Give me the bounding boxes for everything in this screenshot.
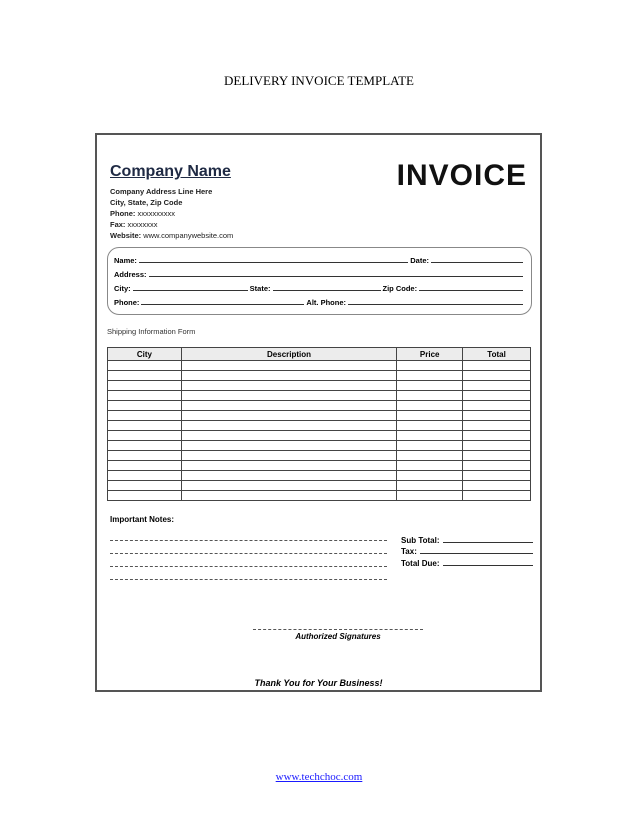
company-details — [110, 186, 233, 241]
city-field[interactable] — [133, 289, 248, 291]
cell-city[interactable] — [108, 411, 182, 421]
cell-description[interactable] — [181, 411, 396, 421]
city-label: City: — [114, 284, 131, 293]
tax-row — [401, 545, 533, 557]
cell-total[interactable] — [463, 411, 531, 421]
totals-block — [401, 533, 533, 568]
cell-city[interactable] — [108, 461, 182, 471]
cell-city[interactable] — [108, 371, 182, 381]
total-due-row — [401, 556, 533, 568]
fax-label: Fax: — [110, 220, 126, 229]
phone-field-label: Phone: — [114, 298, 140, 307]
customer-info-box — [107, 247, 532, 315]
cell-city[interactable] — [108, 391, 182, 401]
cell-price[interactable] — [397, 391, 463, 401]
cell-price[interactable] — [397, 471, 463, 481]
cell-total[interactable] — [463, 371, 531, 381]
cell-description[interactable] — [181, 481, 396, 491]
thank-you-message: Thank You for Your Business! — [254, 678, 383, 688]
table-row — [108, 441, 531, 451]
footer-website-link[interactable]: www.techchoc.com — [275, 771, 363, 783]
table-row — [108, 481, 531, 491]
cell-city[interactable] — [108, 361, 182, 371]
fax-value: xxxxxxxx — [127, 220, 158, 229]
total-due-field[interactable] — [443, 564, 533, 566]
cell-city[interactable] — [108, 381, 182, 391]
website-value: www.companywebsite.com — [143, 231, 234, 240]
cell-price[interactable] — [397, 461, 463, 471]
cell-description[interactable] — [181, 491, 396, 501]
alt-phone-label: Alt. Phone: — [306, 298, 347, 307]
notes-line[interactable] — [110, 553, 387, 554]
table-row — [108, 421, 531, 431]
column-header-price: Price — [397, 348, 463, 361]
table-row — [108, 451, 531, 461]
page-title: DELIVERY INVOICE TEMPLATE — [224, 73, 414, 88]
company-fax — [110, 219, 233, 230]
company-website — [110, 230, 233, 241]
cell-description[interactable] — [181, 391, 396, 401]
table-row — [108, 431, 531, 441]
shipping-info-label: Shipping Information Form — [107, 327, 196, 336]
invoice-form — [95, 133, 542, 692]
date-label: Date: — [410, 256, 429, 265]
table-row — [108, 491, 531, 501]
address-label: Address: — [114, 270, 147, 279]
cell-total[interactable] — [463, 381, 531, 391]
state-label: State: — [249, 284, 271, 293]
phone-field[interactable] — [141, 303, 304, 305]
alt-phone-field[interactable] — [348, 303, 523, 305]
name-label: Name: — [114, 256, 137, 265]
table-row — [108, 471, 531, 481]
state-field[interactable] — [273, 289, 381, 291]
name-field[interactable] — [139, 261, 408, 263]
items-table — [107, 347, 531, 501]
customer-row-address — [114, 268, 525, 279]
cell-price[interactable] — [397, 411, 463, 421]
phone-label: Phone: — [110, 209, 136, 218]
cell-price[interactable] — [397, 371, 463, 381]
zip-code-field[interactable] — [419, 289, 523, 291]
cell-total[interactable] — [463, 461, 531, 471]
cell-city[interactable] — [108, 441, 182, 451]
cell-price[interactable] — [397, 451, 463, 461]
cell-price[interactable] — [397, 401, 463, 411]
important-notes-title: Important Notes: — [110, 515, 174, 524]
sub-total-field[interactable] — [443, 541, 533, 543]
cell-total[interactable] — [463, 451, 531, 461]
column-header-city: City — [108, 348, 182, 361]
cell-total[interactable] — [463, 431, 531, 441]
table-row — [108, 361, 531, 371]
cell-city[interactable] — [108, 471, 182, 481]
cell-description[interactable] — [181, 451, 396, 461]
table-row — [108, 461, 531, 471]
sub-total-label: Sub Total: — [401, 535, 440, 545]
company-city-state-zip: City, State, Zip Code — [110, 198, 183, 207]
column-header-total: Total — [463, 348, 531, 361]
cell-description[interactable] — [181, 441, 396, 451]
cell-description[interactable] — [181, 401, 396, 411]
zip-code-label: Zip Code: — [382, 284, 418, 293]
company-phone — [110, 208, 233, 219]
signature-line[interactable] — [253, 629, 423, 630]
customer-row-city — [114, 282, 525, 293]
cell-total[interactable] — [463, 391, 531, 401]
cell-description[interactable] — [181, 431, 396, 441]
cell-total[interactable] — [463, 481, 531, 491]
cell-total[interactable] — [463, 421, 531, 431]
notes-line[interactable] — [110, 579, 387, 580]
cell-total[interactable] — [463, 491, 531, 501]
address-field[interactable] — [149, 275, 523, 277]
cell-price[interactable] — [397, 431, 463, 441]
table-row — [108, 381, 531, 391]
table-row — [108, 411, 531, 421]
tax-field[interactable] — [420, 552, 533, 554]
sub-total-row — [401, 533, 533, 545]
company-address-line: Company Address Line Here — [110, 187, 213, 196]
cell-city[interactable] — [108, 481, 182, 491]
cell-city[interactable] — [108, 421, 182, 431]
notes-line[interactable] — [110, 566, 387, 567]
cell-city[interactable] — [108, 401, 182, 411]
tax-label: Tax: — [401, 547, 417, 556]
column-header-description: Description — [181, 348, 396, 361]
cell-total[interactable] — [463, 401, 531, 411]
company-name: Company Name — [110, 163, 231, 180]
cell-price[interactable] — [397, 441, 463, 451]
cell-price[interactable] — [397, 381, 463, 391]
cell-description[interactable] — [181, 421, 396, 431]
items-header-row — [108, 348, 531, 361]
cell-description[interactable] — [181, 471, 396, 481]
table-row — [108, 371, 531, 381]
total-due-label: Total Due: — [401, 558, 440, 568]
cell-total[interactable] — [463, 361, 531, 371]
signature-label: Authorized Signatures — [295, 632, 381, 641]
cell-description[interactable] — [181, 381, 396, 391]
cell-price[interactable] — [397, 491, 463, 501]
table-row — [108, 391, 531, 401]
cell-city[interactable] — [108, 451, 182, 461]
cell-total[interactable] — [463, 441, 531, 451]
cell-city[interactable] — [108, 491, 182, 501]
phone-value: xxxxxxxxxx — [137, 209, 176, 218]
invoice-heading: INVOICE — [396, 159, 527, 192]
notes-line[interactable] — [110, 540, 387, 541]
customer-row-name — [114, 254, 525, 265]
cell-description[interactable] — [181, 371, 396, 381]
items-body — [108, 361, 531, 501]
cell-description[interactable] — [181, 361, 396, 371]
cell-description[interactable] — [181, 461, 396, 471]
cell-total[interactable] — [463, 471, 531, 481]
cell-price[interactable] — [397, 361, 463, 371]
customer-row-phone — [114, 296, 525, 307]
cell-price[interactable] — [397, 481, 463, 491]
cell-price[interactable] — [397, 421, 463, 431]
website-label: Website: — [110, 231, 142, 240]
date-field[interactable] — [431, 261, 523, 263]
cell-city[interactable] — [108, 431, 182, 441]
table-row — [108, 401, 531, 411]
